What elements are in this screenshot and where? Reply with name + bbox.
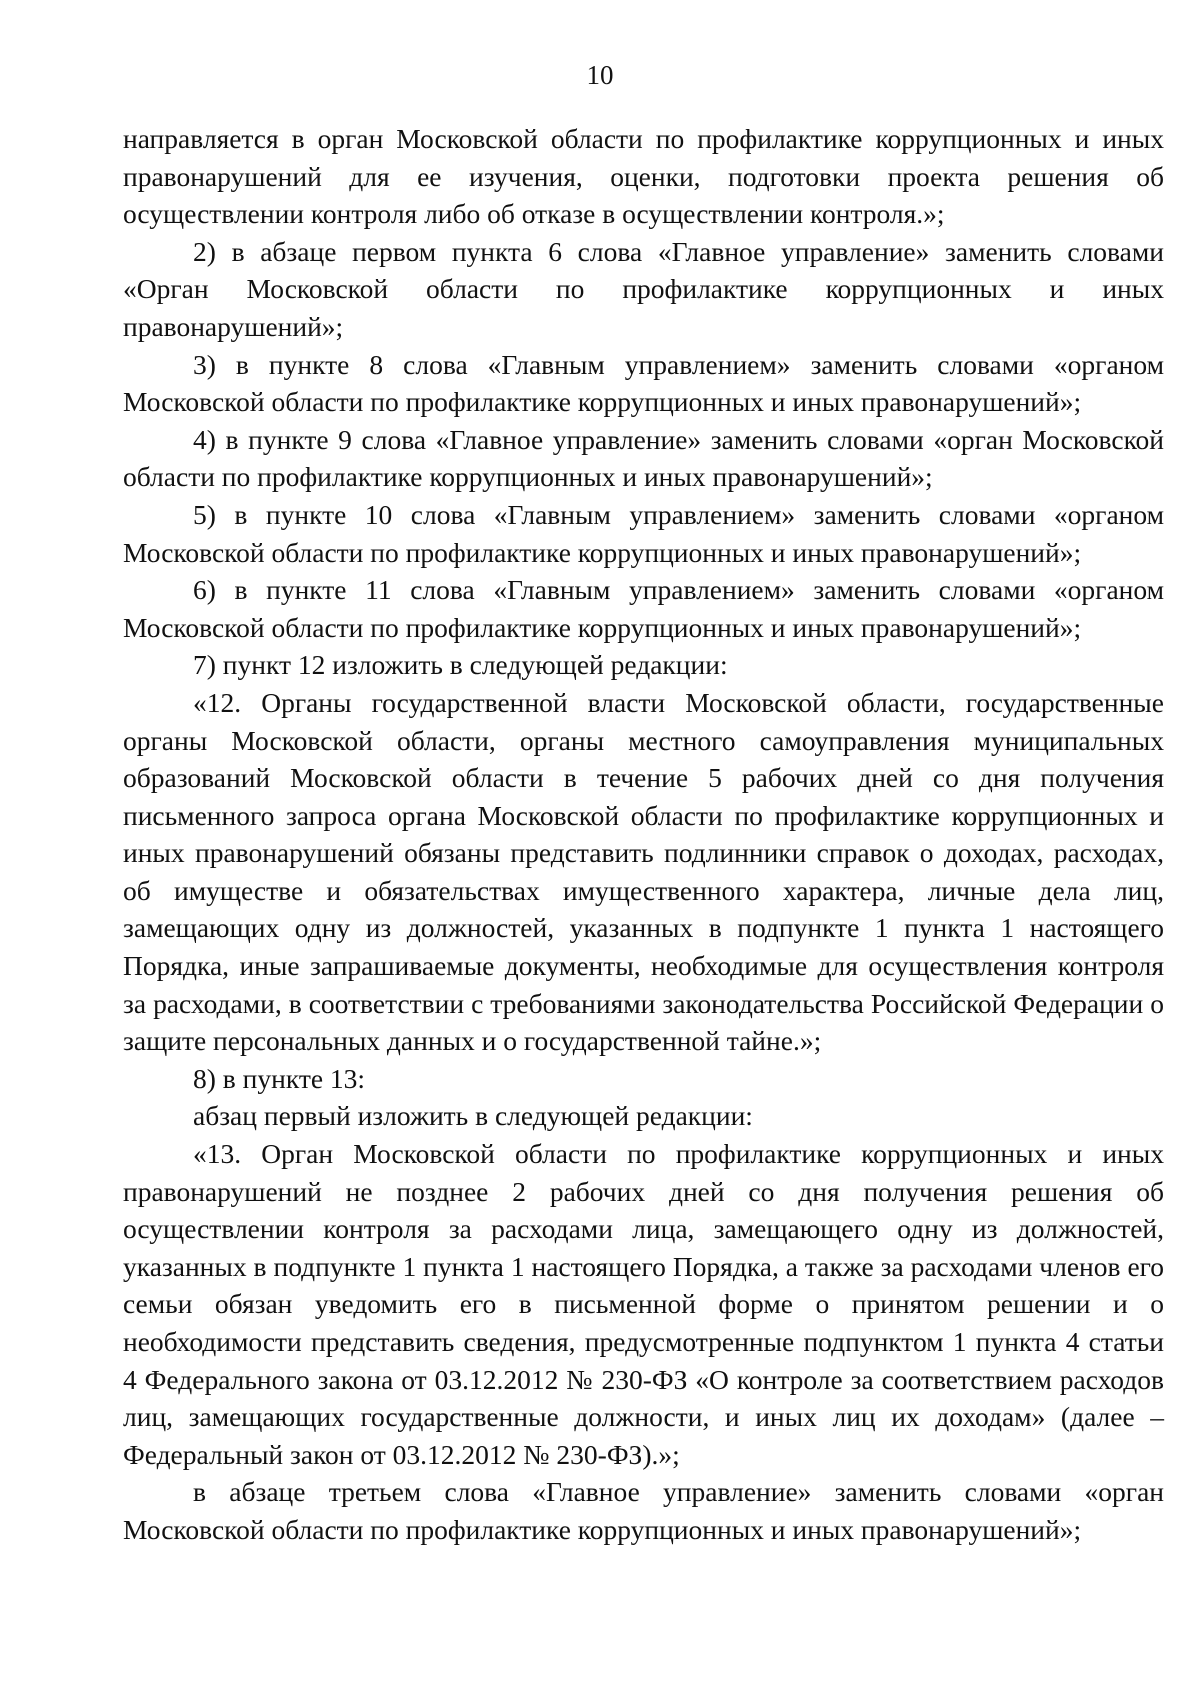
paragraph-item-6: 6) в пункте 11 слова «Главным управлением» заменить словами «органом Московской области по профилактике коррупционных и иных правонарушений»; [123, 574, 1164, 643]
paragraph-item-5: 5) в пункте 10 слова «Главным управлением» заменить словами «органом Московской области по профилактике коррупционных и иных правонарушений»; [123, 498, 1164, 568]
paragraph-item-2: 2) в абзаце первом пункта 6 слова «Главное управление» заменить словами «Орган Московской области по профилактике коррупционных и иных правонарушений»; [123, 235, 1164, 342]
paragraph-continuation: направляется в орган Московской области по профилактике коррупционных и иных правонарушений для ее изучения, оценки, подготовки проекта решения об осуществлении контроля либо об отказе в осуществлении контроля.»; [123, 123, 1164, 230]
paragraph-third-abzac: в абзаце третьем слова «Главное управление» заменить словами «орган Московской области по профилактике коррупционных и иных правонарушений»; [123, 1476, 1164, 1545]
paragraph-item-4: 4) в пункте 9 слова «Главное управление» заменить словами «орган Московской области по профилактике коррупционных и иных правонарушений»; [123, 423, 1164, 493]
page-number: 10 [586, 60, 614, 90]
paragraph-first-abzac: абзац первый изложить в следующей редакции: [193, 1100, 753, 1132]
paragraph-clause-13: «13. Орган Московской области по профилактике коррупционных и иных правонарушений не позднее 2 рабочих дней со дня получения решения об осуществлении контроля за расходами лица, замещающего одну из должностей, указанных в подпункте 1 пункта 1 настоящего Порядка, а также за расходами членов его семьи обязан уведомить его в письменной форме о принятом решении и о необходимости представить сведения, предусмотренные подпунктом 1 пункта 4 статьи 4 Федерального закона от 03.12.2012 № 230-ФЗ «О контроле за соответствием расходов лиц, замещающих государственные должности, и иных лиц их доходам» (далее – Федеральный закон от 03.12.2012 № 230-ФЗ).»; [123, 1138, 1164, 1470]
paragraph-item-7: 7) пункт 12 изложить в следующей редакции: [193, 649, 728, 681]
document-body [123, 120, 1164, 1549]
paragraph-item-3: 3) в пункте 8 слова «Главным управлением» заменить словами «органом Московской области по профилактике коррупционных и иных правонарушений»; [123, 348, 1164, 418]
paragraph-item-8: 8) в пункте 13: [193, 1062, 366, 1094]
paragraph-clause-12: «12. Органы государственной власти Московской области, государственные органы Московской области, органы местного самоуправления муниципальных образований Московской области в течение 5 рабочих дней со дня получения письменного запроса органа Московской области по профилактике коррупционных и иных правонарушений обязаны представить подлинники справок о доходах, расходах, об имуществе и обязательствах имущественного характера, личные дела лиц, замещающих одну из должностей, указанных в подпункте 1 пункта 1 настоящего Порядка, иные запрашиваемые документы, необходимые для осуществления контроля за расходами, в соответствии с требованиями законодательства Российской Федерации о защите персональных данных и о государственной тайне.»; [123, 686, 1164, 1057]
